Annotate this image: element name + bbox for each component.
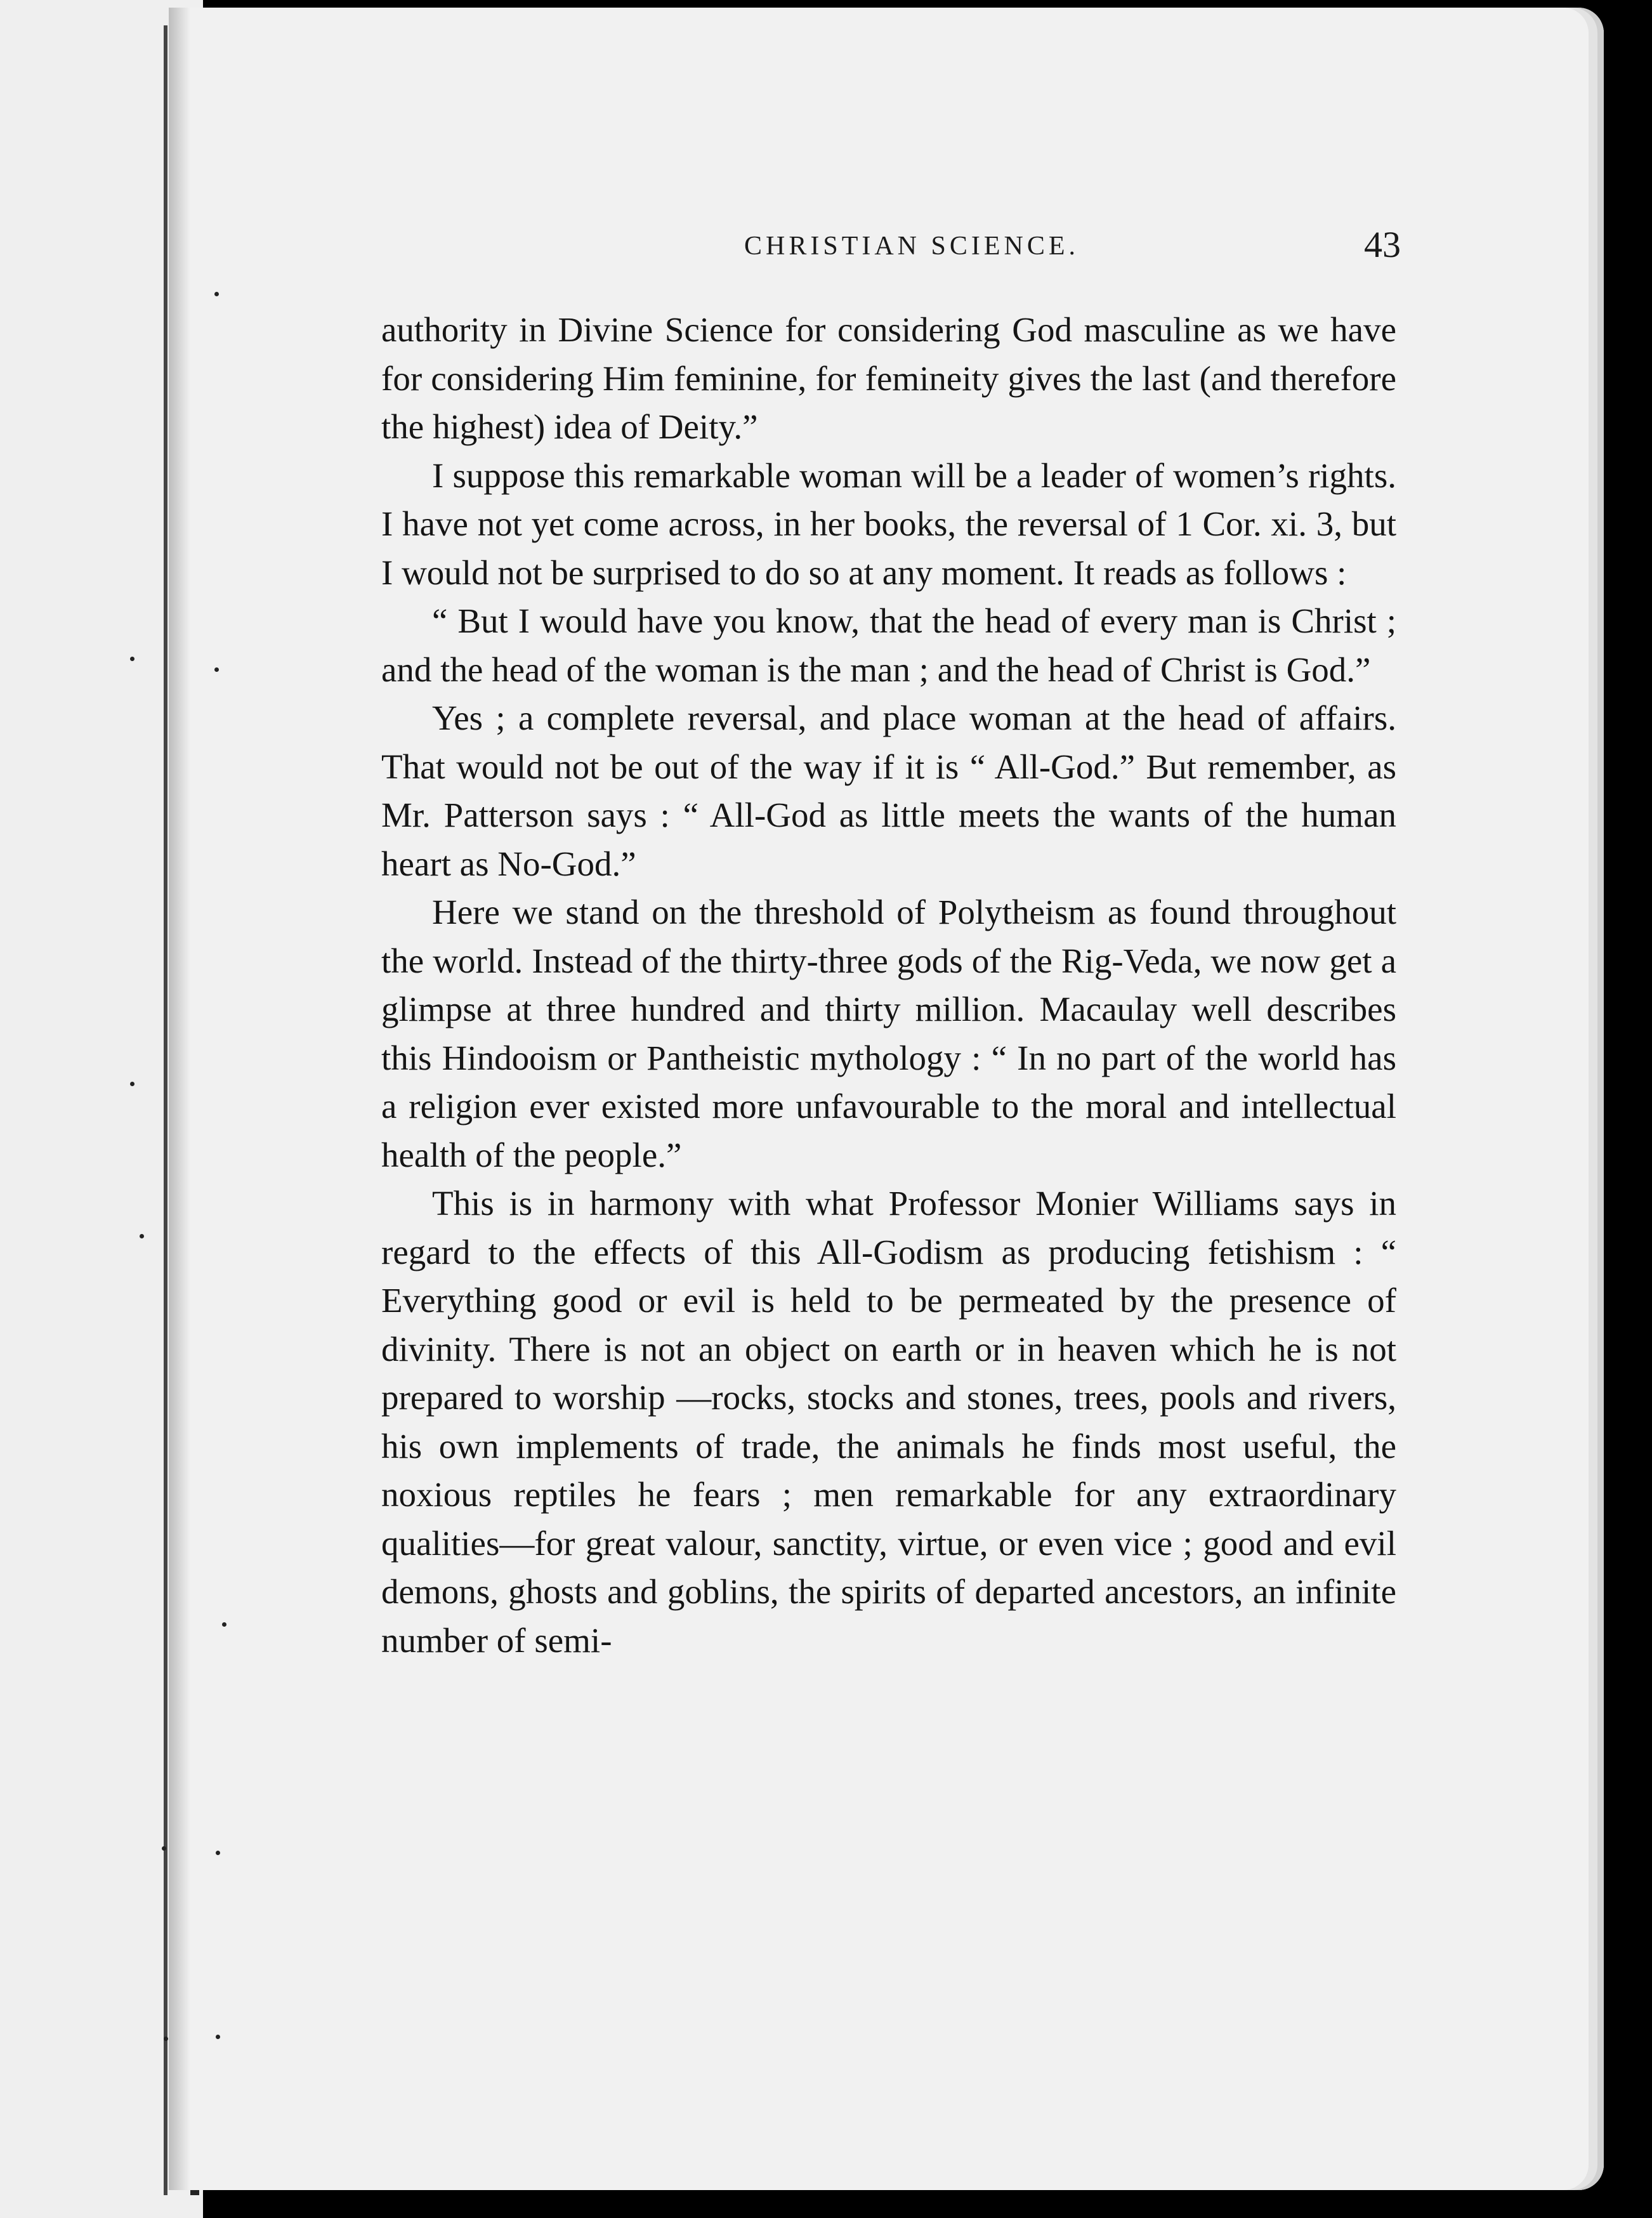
running-head: CHRISTIAN SCIENCE.: [744, 232, 1080, 261]
paragraph: “ But I would have you know, that the head of every man is Christ ; and the head of the woman is the man ; and the head of Christ is God.”: [381, 601, 1396, 689]
paragraph: Yes ; a complete reversal, and place woman at the head of affairs. That would not be out of the way if it is “ All-God.” But remember, as Mr. Patterson says : “ All-God as little meets the wants of the human heart as No-God.”: [381, 699, 1396, 883]
page-number: 43: [1364, 224, 1401, 265]
ink-speck: [140, 1234, 144, 1238]
ink-speck: [164, 2037, 168, 2041]
page-header: [169, 224, 1604, 269]
binding-shadow: [169, 8, 190, 2190]
ink-speck: [216, 1851, 220, 1855]
ink-speck: [130, 657, 134, 661]
ink-speck: [214, 292, 219, 296]
body-text: [381, 306, 1396, 1665]
ink-speck: [214, 667, 219, 672]
ink-speck: [216, 2035, 220, 2039]
ink-speck: [222, 1622, 226, 1627]
book-page: [169, 8, 1604, 2190]
facing-page-edge: [164, 25, 167, 2195]
paragraph: This is in harmony with what Professor Monier Williams says in regard to the effects of this All-Godism as producing fetishism : “ Everything good or evil is held to be permeated by the presence of divinity. There is not an object on earth or in heaven which he is not prepared to worship —rocks, stocks and stones, trees, pools and rivers, his own implements of trade, the animals he finds most useful, the noxious reptiles he fears ; men remarkable for any extraordinary qualities—for great valour, sanctity, virtue, or even vice ; good and evil demons, ghosts and goblins, the spirits of departed ancestors, an infinite number of semi-: [381, 1184, 1396, 1660]
paragraph: authority in Divine Science for considering God masculine as we have for considering Him feminine, for femineity gives the last (and therefore the highest) idea of Deity.”: [381, 310, 1396, 446]
paragraph: I suppose this remarkable woman will be a leader of women’s rights. I have not yet come across, in her books, the reversal of 1 Cor. xi. 3, but I would not be surprised to do so at any moment. It reads as follows :: [381, 456, 1396, 592]
ink-speck: [130, 1082, 134, 1086]
ink-speck: [162, 1846, 166, 1851]
paragraph: Here we stand on the threshold of Polytheism as found throughout the world. Instead of the thirty-three gods of the Rig-Veda, we now get a glimpse at three hundred and thirty million. Macaulay well describes this Hindooism or Pantheistic mythology : “ In no part of the world has a religion ever existed more unfavourable to the moral and intellectual health of the people.”: [381, 893, 1396, 1174]
